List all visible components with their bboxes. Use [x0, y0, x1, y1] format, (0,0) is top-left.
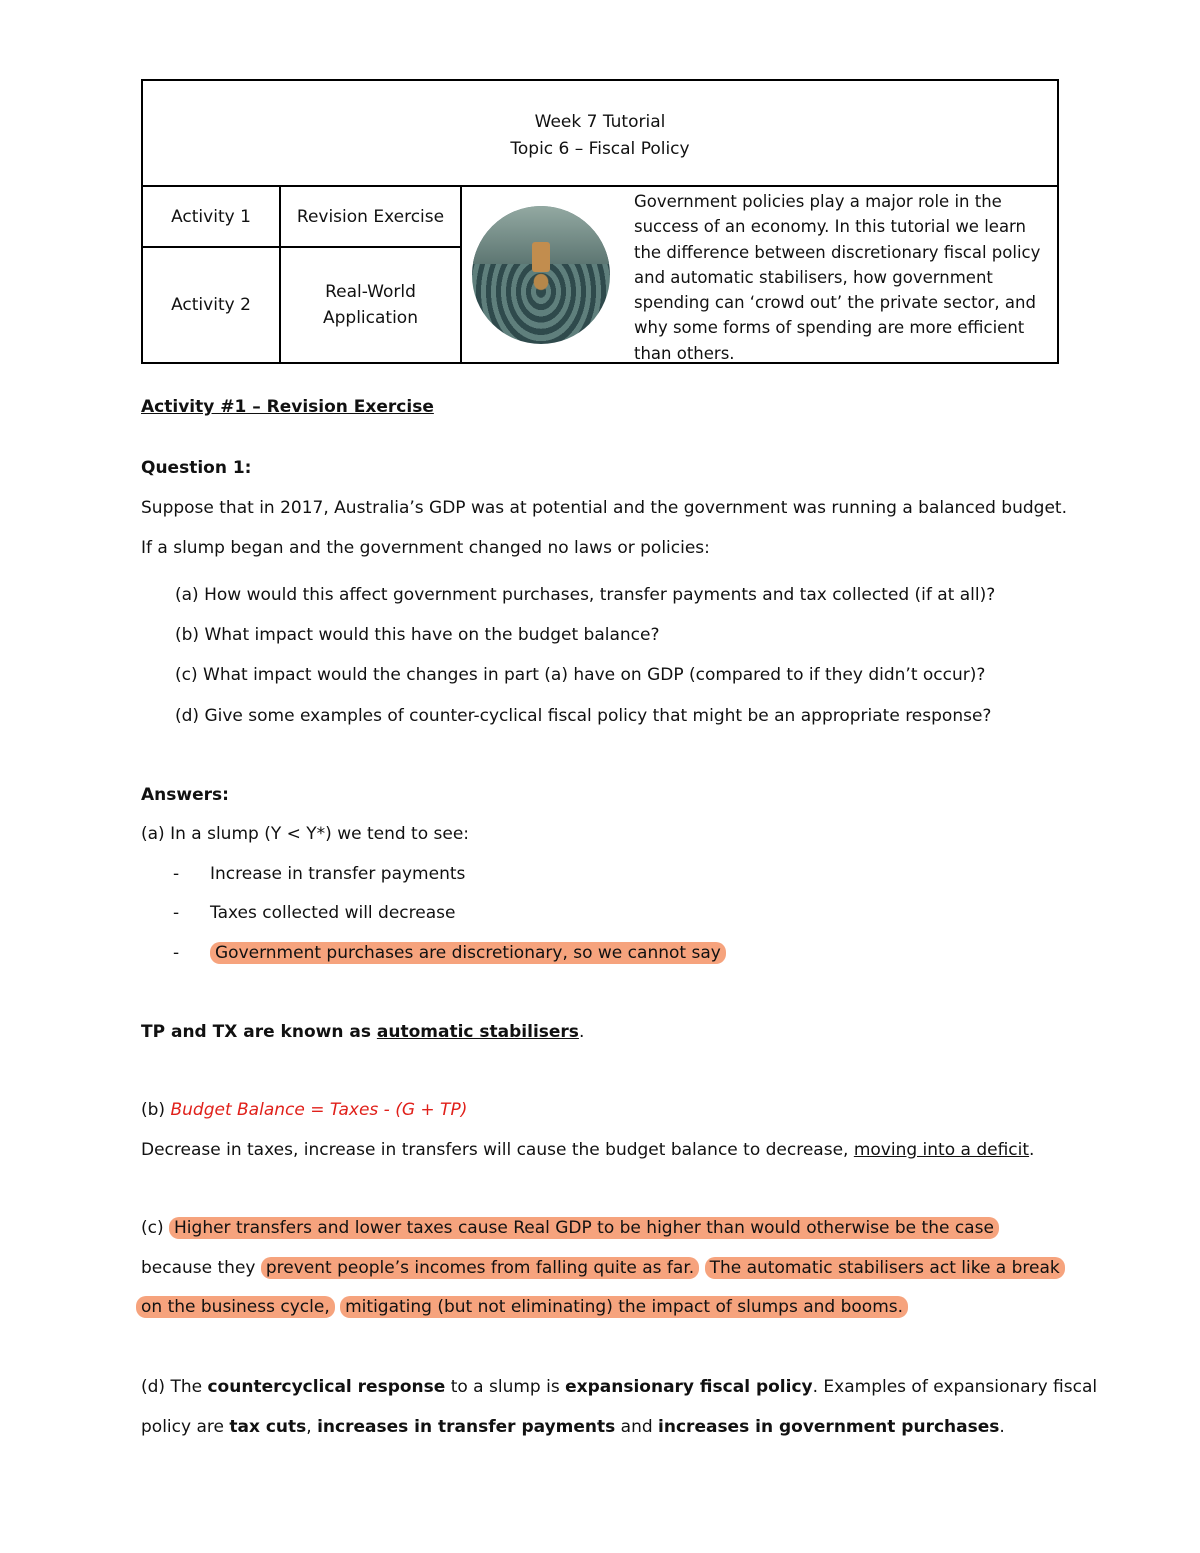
answers-title: Answers: — [141, 785, 229, 805]
answer-d-line-1: (d) The countercyclical response to a slump is expansionary fiscal policy. Examples of expansionary fiscal — [141, 1377, 1098, 1397]
highlight: Higher transfers and lower taxes cause Real GDP to be higher than would otherwise be the case — [169, 1217, 999, 1239]
bullet-dash: - — [173, 943, 180, 963]
parliament-image-cell — [462, 187, 634, 362]
question-intro-2: If a slump began and the government changed no laws or policies: — [141, 538, 710, 558]
bullet-dash: - — [173, 864, 180, 884]
highlight: on the business cycle, — [136, 1296, 335, 1318]
automatic-stabilisers-term: automatic stabilisers — [376, 1022, 579, 1042]
highlight: prevent people’s incomes from falling quite as far. — [261, 1257, 699, 1279]
question-part-a: (a) How would this affect government purchases, transfer payments and tax collected (if at all)? — [175, 585, 996, 605]
highlight: Government purchases are discretionary, so we cannot say — [210, 942, 726, 964]
question-part-d: (d) Give some examples of counter-cyclical fiscal policy that might be an appropriate response? — [175, 706, 992, 726]
activity-1-heading: Activity #1 – Revision Exercise — [141, 397, 434, 417]
answer-a-bullet-2: Taxes collected will decrease — [210, 903, 456, 923]
answer-d-line-2: policy are tax cuts, increases in transfer payments and increases in government purchases. — [141, 1417, 1005, 1437]
highlight: The automatic stabilisers act like a break — [705, 1257, 1065, 1279]
highlight: mitigating (but not eliminating) the impact of slumps and booms. — [340, 1296, 908, 1318]
week-title: Week 7 Tutorial — [534, 112, 666, 132]
activity-1-name: Revision Exercise — [281, 187, 462, 248]
answer-a-bullet-1: Increase in transfer payments — [210, 864, 466, 884]
question-intro-1: Suppose that in 2017, Australia’s GDP was at potential and the government was running a balanced budget. — [141, 498, 1067, 518]
answer-a-bullet-3 — [210, 943, 726, 963]
answer-c-line-3 — [136, 1297, 908, 1317]
answer-c-line-1: (c) Higher transfers and lower taxes cause Real GDP to be higher than would otherwise be the case — [141, 1218, 999, 1238]
answer-c-line-2: because they prevent people’s incomes from falling quite as far. The automatic stabilisers act like a break — [141, 1258, 1065, 1278]
activity-2-name: Real-World Application — [281, 248, 462, 362]
activity-2-label: Activity 2 — [143, 248, 281, 362]
budget-balance-formula: Budget Balance = Taxes - (G + TP) — [170, 1100, 468, 1120]
table-title — [143, 81, 1057, 187]
answer-b-text: Decrease in taxes, increase in transfers will cause the budget balance to decrease, moving into a deficit. — [141, 1140, 1035, 1160]
question-part-b: (b) What impact would this have on the budget balance? — [175, 625, 660, 645]
tutorial-description: Government policies play a major role in the success of an economy. In this tutorial we learn the difference between discretionary fiscal policy and automatic stabilisers, how government spending can ‘crowd out’ the private sector, and why some forms of spending are more efficient than others. — [634, 192, 1041, 363]
question-1-title: Question 1: — [141, 458, 252, 478]
question-part-c: (c) What impact would the changes in part (a) have on GDP (compared to if they didn’t occur)? — [175, 665, 986, 685]
answer-a-intro: (a) In a slump (Y < Y*) we tend to see: — [141, 824, 470, 844]
parliament-chamber-image — [472, 206, 610, 344]
tutorial-header-table — [141, 79, 1059, 364]
bullet-dash: - — [173, 903, 180, 923]
activity-1-label: Activity 1 — [143, 187, 281, 248]
topic-title: Topic 6 – Fiscal Policy — [510, 139, 690, 159]
stabilisers-line: TP and TX are known as automatic stabilisers. — [141, 1022, 585, 1042]
answer-b-formula-line: (b) Budget Balance = Taxes - (G + TP) — [141, 1100, 468, 1120]
